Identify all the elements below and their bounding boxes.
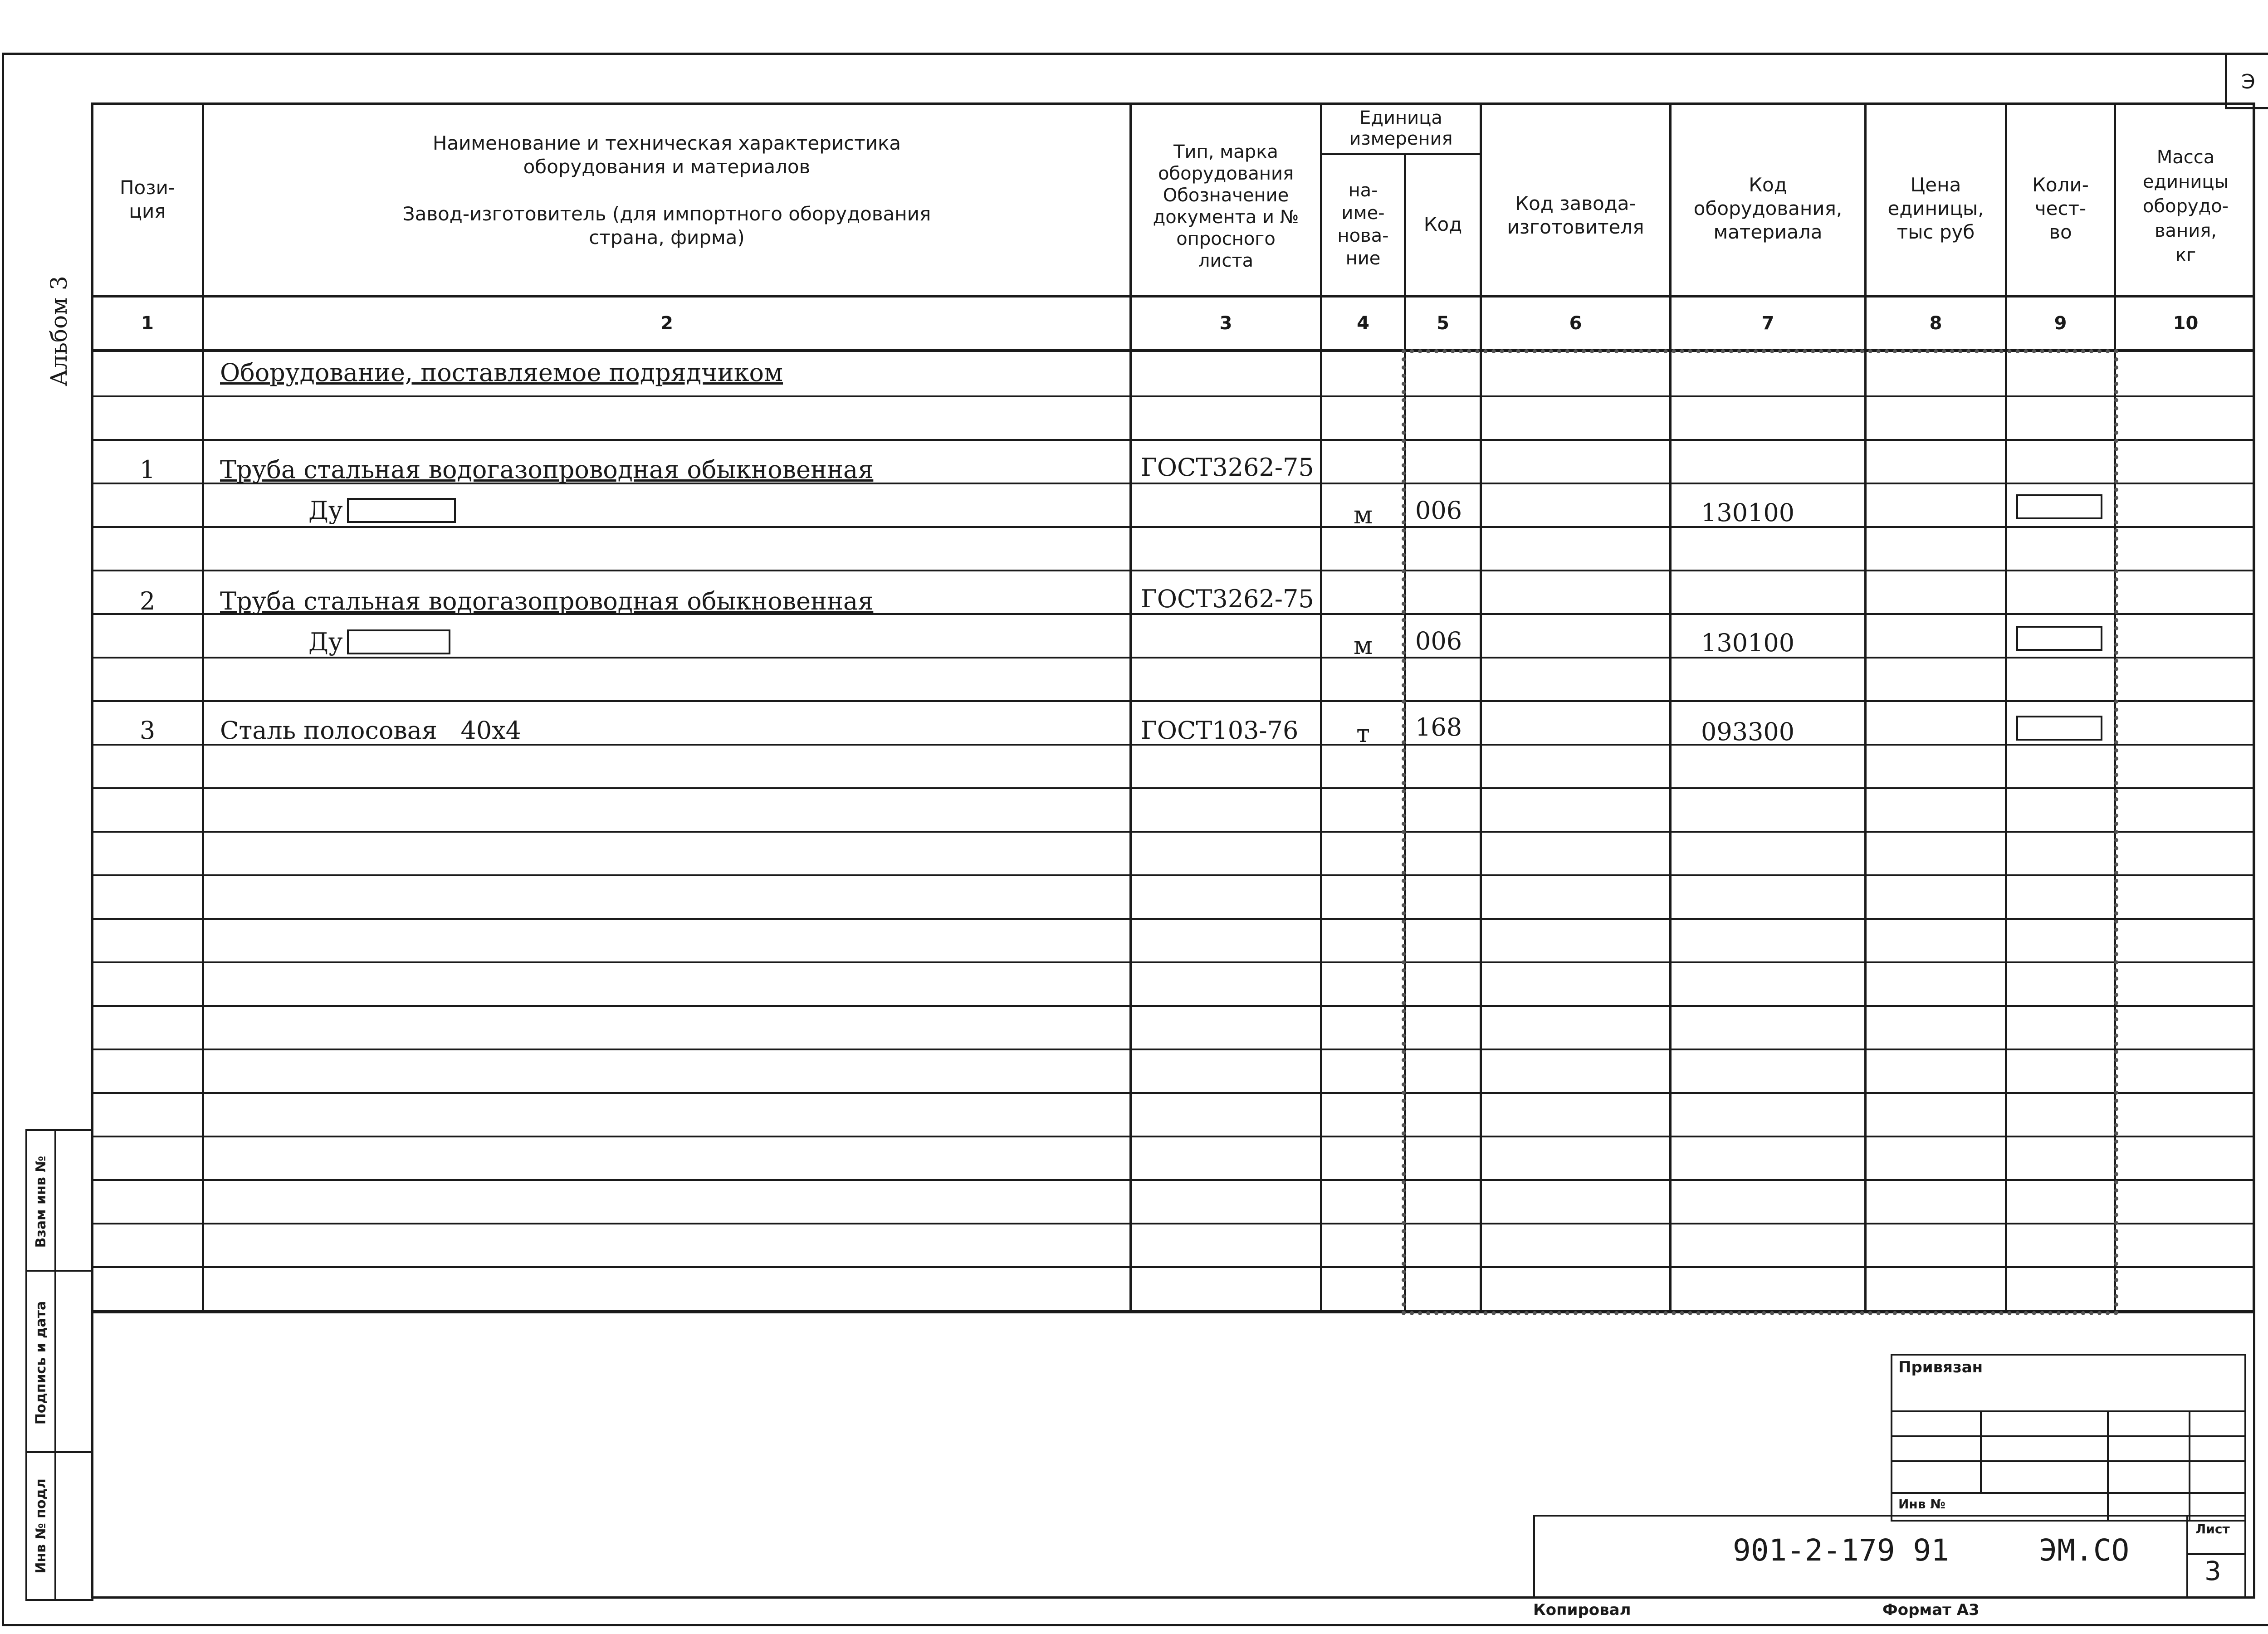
side-stamp-inv-orig: Инв № подл bbox=[33, 1478, 49, 1574]
header-quantity: Коли- чест- во bbox=[2032, 174, 2089, 243]
album-label: Альбом 3 bbox=[46, 276, 72, 386]
row-1-position: 1 bbox=[139, 455, 156, 484]
row-1b-unit: м bbox=[1353, 500, 1373, 529]
doc-code-sheet-divider bbox=[2186, 1515, 2188, 1599]
row-1b-diameter-box bbox=[347, 498, 456, 523]
colnum-4: 4 bbox=[1357, 313, 1369, 334]
colnum-1: 1 bbox=[141, 313, 154, 334]
header-name: Наименование и техническая характеристика оборудования и материалов Завод-изготовитель (для импортного оборудования страна, фирма) bbox=[402, 132, 931, 249]
row-2b-diameter-box bbox=[347, 629, 450, 654]
col-line-1 bbox=[202, 102, 204, 1313]
side-stamp-divider bbox=[54, 1129, 56, 1601]
copied-label: Копировал bbox=[1533, 1601, 1631, 1619]
header-unit-code: Код bbox=[1423, 213, 1462, 235]
row-2b-quantity-box bbox=[2016, 626, 2102, 651]
row-1-type: ГОСТ3262-75 bbox=[1141, 453, 1314, 482]
section-title: Оборудование, поставляемое подрядчиком bbox=[220, 358, 783, 387]
sheet-number: 3 bbox=[2204, 1556, 2221, 1586]
side-stamp-signature: Подпись и дата bbox=[33, 1301, 49, 1425]
linked-vline-3 bbox=[2189, 1410, 2190, 1522]
header-unit-group: Единица измерения bbox=[1349, 107, 1453, 149]
linked-vline-2 bbox=[2107, 1410, 2109, 1522]
row-1b-name: Ду bbox=[308, 496, 343, 525]
row-2-name: Труба стальная водогазопроводная обыкновенная bbox=[220, 586, 874, 615]
colnum-2: 2 bbox=[660, 313, 673, 334]
format-label: Формат А3 bbox=[1882, 1601, 1980, 1619]
linked-line-4 bbox=[1891, 1492, 2246, 1494]
row-3-name: Сталь полосовая 40х4 bbox=[220, 716, 522, 745]
row-2b-code: 006 bbox=[1415, 626, 1462, 655]
colnum-10: 10 bbox=[2173, 313, 2199, 334]
colnum-6: 6 bbox=[1569, 313, 1582, 334]
sheet-label: Лист bbox=[2195, 1522, 2230, 1536]
header-equipment-code: Код оборудования, материала bbox=[1693, 174, 1843, 243]
inv-no-label: Инв № bbox=[1898, 1497, 1945, 1512]
row-3-quantity-box bbox=[2016, 716, 2102, 741]
row-3-code: 168 bbox=[1415, 712, 1462, 741]
bottom-right-line bbox=[2253, 1313, 2255, 1598]
header-unit-name: на- име- нова- ние bbox=[1337, 180, 1389, 269]
row-3-equipment-code: 093300 bbox=[1701, 717, 1795, 746]
colnum-5: 5 bbox=[1437, 313, 1449, 334]
header-factory-code: Код завода- изготовителя bbox=[1507, 192, 1644, 238]
row-1b-code: 006 bbox=[1415, 496, 1462, 525]
linked-vline-1 bbox=[1980, 1410, 1982, 1492]
linked-label: Привязан bbox=[1898, 1358, 1983, 1376]
linked-line-2 bbox=[1891, 1435, 2246, 1437]
doc-code-sheet-line bbox=[2186, 1553, 2246, 1555]
row-2b-unit: м bbox=[1353, 631, 1373, 660]
header-price: Цена единицы, тыс руб bbox=[1887, 174, 1984, 243]
row-1b-quantity-box bbox=[2016, 494, 2102, 519]
bottom-left-line bbox=[91, 1313, 93, 1598]
row-3-unit: т bbox=[1356, 719, 1370, 748]
corner-mark: Э bbox=[2241, 70, 2255, 93]
side-stamp-line-1 bbox=[25, 1270, 93, 1272]
side-stamp-line-2 bbox=[25, 1451, 93, 1453]
unit-group-line bbox=[1320, 153, 1480, 155]
colnum-8: 8 bbox=[1929, 313, 1942, 334]
doc-code: 901-2-179 91 ЭМ.СО bbox=[1733, 1533, 2130, 1568]
row-2b-name: Ду bbox=[308, 627, 343, 656]
side-stamp-vzam: Взам инв № bbox=[33, 1156, 49, 1248]
colnum-7: 7 bbox=[1761, 313, 1774, 334]
row-1-name: Труба стальная водогазопроводная обыкновенная bbox=[220, 455, 874, 484]
row-3-position: 3 bbox=[139, 716, 156, 745]
header-type: Тип, марка оборудования Обозначение документа и № опросного листа bbox=[1153, 141, 1299, 271]
linked-line-1 bbox=[1891, 1410, 2246, 1412]
row-2b-equipment-code: 130100 bbox=[1701, 628, 1795, 657]
header-mass: Масса единицы оборудо- вания, кг bbox=[2142, 147, 2229, 266]
row-2-type: ГОСТ3262-75 bbox=[1141, 584, 1314, 613]
colnum-3: 3 bbox=[1219, 313, 1232, 334]
colnum-9: 9 bbox=[2054, 313, 2067, 334]
row-3-type: ГОСТ103-76 bbox=[1141, 716, 1299, 745]
linked-line-3 bbox=[1891, 1460, 2246, 1462]
row-2-position: 2 bbox=[139, 586, 156, 615]
header-position: Пози- ция bbox=[119, 176, 176, 222]
row-1b-equipment-code: 130100 bbox=[1701, 498, 1795, 527]
